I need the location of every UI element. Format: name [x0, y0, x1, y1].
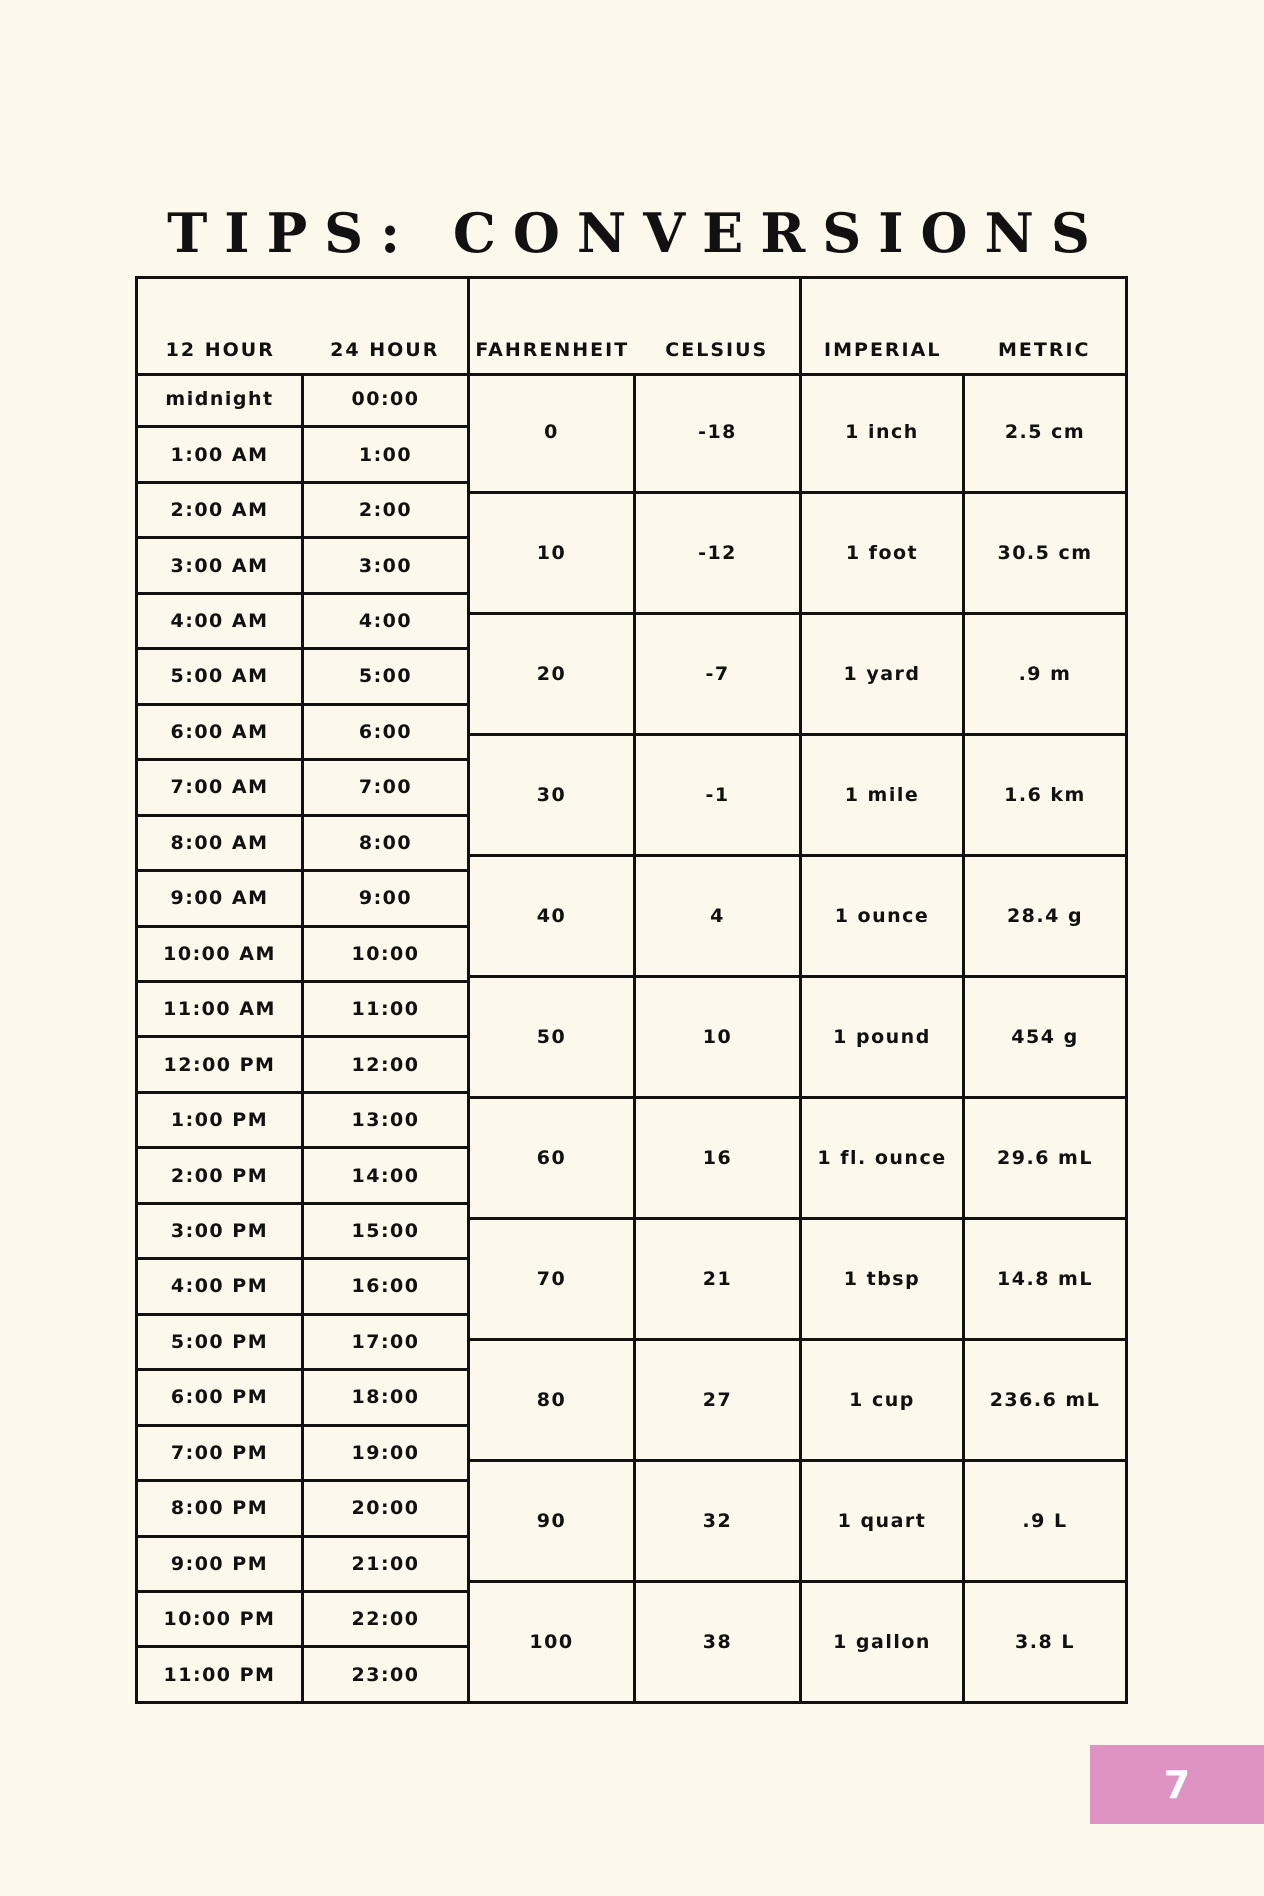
cell-24-hour: 15:00: [301, 1205, 467, 1257]
cell-fahrenheit: 20: [536, 663, 567, 685]
cell-fahrenheit: 10: [536, 542, 567, 564]
cell-24-hour: 2:00: [301, 484, 467, 536]
cell-12-hour: 9:00 PM: [170, 1552, 269, 1575]
time-table-body: [138, 373, 467, 1701]
measurement-table-header: [802, 279, 1125, 376]
cell-24-hour: 19:00: [301, 1427, 467, 1479]
cell-24-hour: 12:00: [301, 1038, 467, 1090]
table-row: [470, 1338, 799, 1459]
cell-fahrenheit: 90: [536, 1510, 567, 1532]
table-row: [138, 1257, 467, 1312]
cell-12-hour: 1:00 PM: [170, 1109, 269, 1132]
table-row: [470, 854, 799, 975]
table-row: [138, 592, 467, 647]
table-row: [802, 1217, 1125, 1338]
table-row: [470, 1459, 799, 1580]
cell-imperial: 1 cup: [849, 1389, 915, 1411]
table-row: [138, 647, 467, 702]
table-row: [138, 1091, 467, 1146]
table-row: [802, 854, 1125, 975]
cell-12-hour: 5:00 AM: [170, 665, 269, 688]
table-row: [470, 1580, 799, 1701]
cell-celsius: -18: [633, 373, 799, 491]
cell-24-hour: 4:00: [301, 595, 467, 647]
cell-metric: 454 g: [962, 978, 1125, 1096]
table-row: [138, 1202, 467, 1257]
table-row: [802, 612, 1125, 733]
cell-fahrenheit: 30: [536, 784, 567, 806]
temperature-conversion-table: [467, 276, 802, 1704]
cell-24-hour: 16:00: [301, 1260, 467, 1312]
cell-metric: 29.6 mL: [962, 1099, 1125, 1217]
cell-24-hour: 9:00: [301, 872, 467, 924]
cell-24-hour: 11:00: [301, 983, 467, 1035]
time-conversion-table: [135, 276, 470, 1704]
table-row: [138, 869, 467, 924]
table-row: [138, 1035, 467, 1090]
cell-imperial: 1 mile: [844, 784, 920, 806]
cell-imperial: 1 tbsp: [843, 1268, 921, 1290]
table-row: [470, 733, 799, 854]
cell-24-hour: 5:00: [301, 650, 467, 702]
cell-12-hour: 10:00 AM: [163, 942, 276, 965]
cell-12-hour: 4:00 AM: [170, 610, 269, 633]
table-row: [138, 481, 467, 536]
table-row: [470, 612, 799, 733]
table-row: [470, 373, 799, 491]
temperature-table-body: [470, 373, 799, 1701]
table-row: [138, 373, 467, 425]
table-row: [802, 975, 1125, 1096]
cell-fahrenheit: 60: [536, 1147, 567, 1169]
cell-24-hour: 20:00: [301, 1482, 467, 1534]
cell-imperial: 1 foot: [845, 542, 919, 564]
table-row: [138, 1313, 467, 1368]
table-row: [802, 1459, 1125, 1580]
cell-celsius: 4: [633, 857, 799, 975]
header-celsius: CELSIUS: [665, 339, 769, 361]
cell-fahrenheit: 0: [544, 421, 559, 443]
cell-12-hour: 8:00 PM: [170, 1497, 269, 1520]
cell-imperial: 1 quart: [837, 1510, 927, 1532]
table-row: [138, 1146, 467, 1201]
cell-celsius: 32: [633, 1462, 799, 1580]
cell-12-hour: 3:00 PM: [170, 1220, 269, 1243]
cell-celsius: 10: [633, 978, 799, 1096]
table-row: [138, 925, 467, 980]
cell-24-hour: 10:00: [301, 928, 467, 980]
header-fahrenheit: FAHRENHEIT: [475, 339, 630, 361]
table-row: [138, 1424, 467, 1479]
table-row: [138, 536, 467, 591]
header-imperial: IMPERIAL: [824, 339, 942, 361]
cell-celsius: -12: [633, 494, 799, 612]
cell-12-hour: 9:00 AM: [170, 887, 269, 910]
table-row: [802, 733, 1125, 854]
cell-24-hour: 8:00: [301, 817, 467, 869]
table-row: [138, 1479, 467, 1534]
table-row: [138, 425, 467, 480]
cell-fahrenheit: 40: [536, 905, 567, 927]
cell-celsius: 38: [633, 1583, 799, 1701]
cell-metric: 30.5 cm: [962, 494, 1125, 612]
cell-24-hour: 21:00: [301, 1538, 467, 1590]
header-24-hour: 24 HOUR: [330, 339, 440, 361]
cell-24-hour: 23:00: [301, 1648, 467, 1700]
cell-24-hour: 17:00: [301, 1316, 467, 1368]
cell-celsius: 16: [633, 1099, 799, 1217]
table-row: [138, 814, 467, 869]
table-row: [802, 1580, 1125, 1701]
cell-imperial: 1 inch: [845, 421, 919, 443]
time-table-header: [138, 279, 467, 376]
cell-24-hour: 1:00: [301, 428, 467, 480]
cell-24-hour: 3:00: [301, 539, 467, 591]
cell-imperial: 1 gallon: [833, 1631, 931, 1653]
cell-12-hour: 7:00 PM: [170, 1441, 269, 1464]
cell-24-hour: 7:00: [301, 761, 467, 813]
cell-metric: 14.8 mL: [962, 1220, 1125, 1338]
cell-12-hour: 2:00 PM: [170, 1164, 269, 1187]
cell-celsius: -7: [633, 615, 799, 733]
cell-12-hour: 6:00 PM: [170, 1386, 269, 1409]
table-row: [802, 1338, 1125, 1459]
table-row: [802, 491, 1125, 612]
temperature-table-header: [470, 279, 799, 376]
table-row: [138, 1535, 467, 1590]
cell-celsius: 27: [633, 1341, 799, 1459]
cell-metric: 1.6 km: [962, 736, 1125, 854]
cell-24-hour: 6:00: [301, 706, 467, 758]
cell-metric: 236.6 mL: [962, 1341, 1125, 1459]
measurement-table-body: [802, 373, 1125, 1701]
cell-12-hour: 10:00 PM: [163, 1608, 276, 1631]
table-row: [470, 975, 799, 1096]
cell-12-hour: 4:00 PM: [170, 1275, 269, 1298]
table-row: [470, 1096, 799, 1217]
cell-24-hour: 14:00: [301, 1149, 467, 1201]
cell-24-hour: 13:00: [301, 1094, 467, 1146]
cell-fahrenheit: 80: [536, 1389, 567, 1411]
table-row: [138, 980, 467, 1035]
cell-24-hour: 22:00: [301, 1593, 467, 1645]
cell-12-hour: 8:00 AM: [170, 831, 269, 854]
cell-24-hour: 18:00: [301, 1371, 467, 1423]
table-row: [138, 1590, 467, 1645]
cell-12-hour: 12:00 PM: [163, 1053, 276, 1076]
cell-12-hour: 6:00 AM: [170, 720, 269, 743]
table-row: [138, 703, 467, 758]
cell-metric: .9 L: [962, 1462, 1125, 1580]
cell-imperial: 1 pound: [833, 1026, 931, 1048]
header-metric: METRIC: [998, 339, 1091, 361]
cell-metric: 28.4 g: [962, 857, 1125, 975]
cell-imperial: 1 fl. ounce: [817, 1147, 947, 1169]
measurement-conversion-table: [799, 276, 1128, 1704]
cell-fahrenheit: 100: [529, 1631, 574, 1653]
cell-12-hour: midnight: [165, 388, 274, 411]
cell-24-hour: 00:00: [301, 373, 467, 425]
cell-metric: 3.8 L: [962, 1583, 1125, 1701]
cell-12-hour: 5:00 PM: [170, 1330, 269, 1353]
table-row: [470, 1217, 799, 1338]
table-row: [802, 373, 1125, 491]
cell-metric: .9 m: [962, 615, 1125, 733]
cell-fahrenheit: 70: [536, 1268, 567, 1290]
cell-celsius: -1: [633, 736, 799, 854]
table-row: [138, 1368, 467, 1423]
cell-metric: 2.5 cm: [962, 373, 1125, 491]
table-row: [138, 1645, 467, 1700]
table-row: [802, 1096, 1125, 1217]
header-12-hour: 12 HOUR: [165, 339, 275, 361]
cell-12-hour: 3:00 AM: [170, 554, 269, 577]
page-title: TIPS: CONVERSIONS: [167, 201, 1107, 265]
cell-12-hour: 1:00 AM: [170, 443, 269, 466]
table-row: [138, 758, 467, 813]
cell-fahrenheit: 50: [536, 1026, 567, 1048]
cell-celsius: 21: [633, 1220, 799, 1338]
cell-imperial: 1 ounce: [834, 905, 930, 927]
cell-12-hour: 7:00 AM: [170, 776, 269, 799]
cell-imperial: 1 yard: [843, 663, 921, 685]
cell-12-hour: 2:00 AM: [170, 499, 269, 522]
table-row: [470, 491, 799, 612]
page-number-badge: 7: [1090, 1745, 1264, 1824]
cell-12-hour: 11:00 AM: [163, 998, 276, 1021]
cell-12-hour: 11:00 PM: [163, 1663, 276, 1686]
